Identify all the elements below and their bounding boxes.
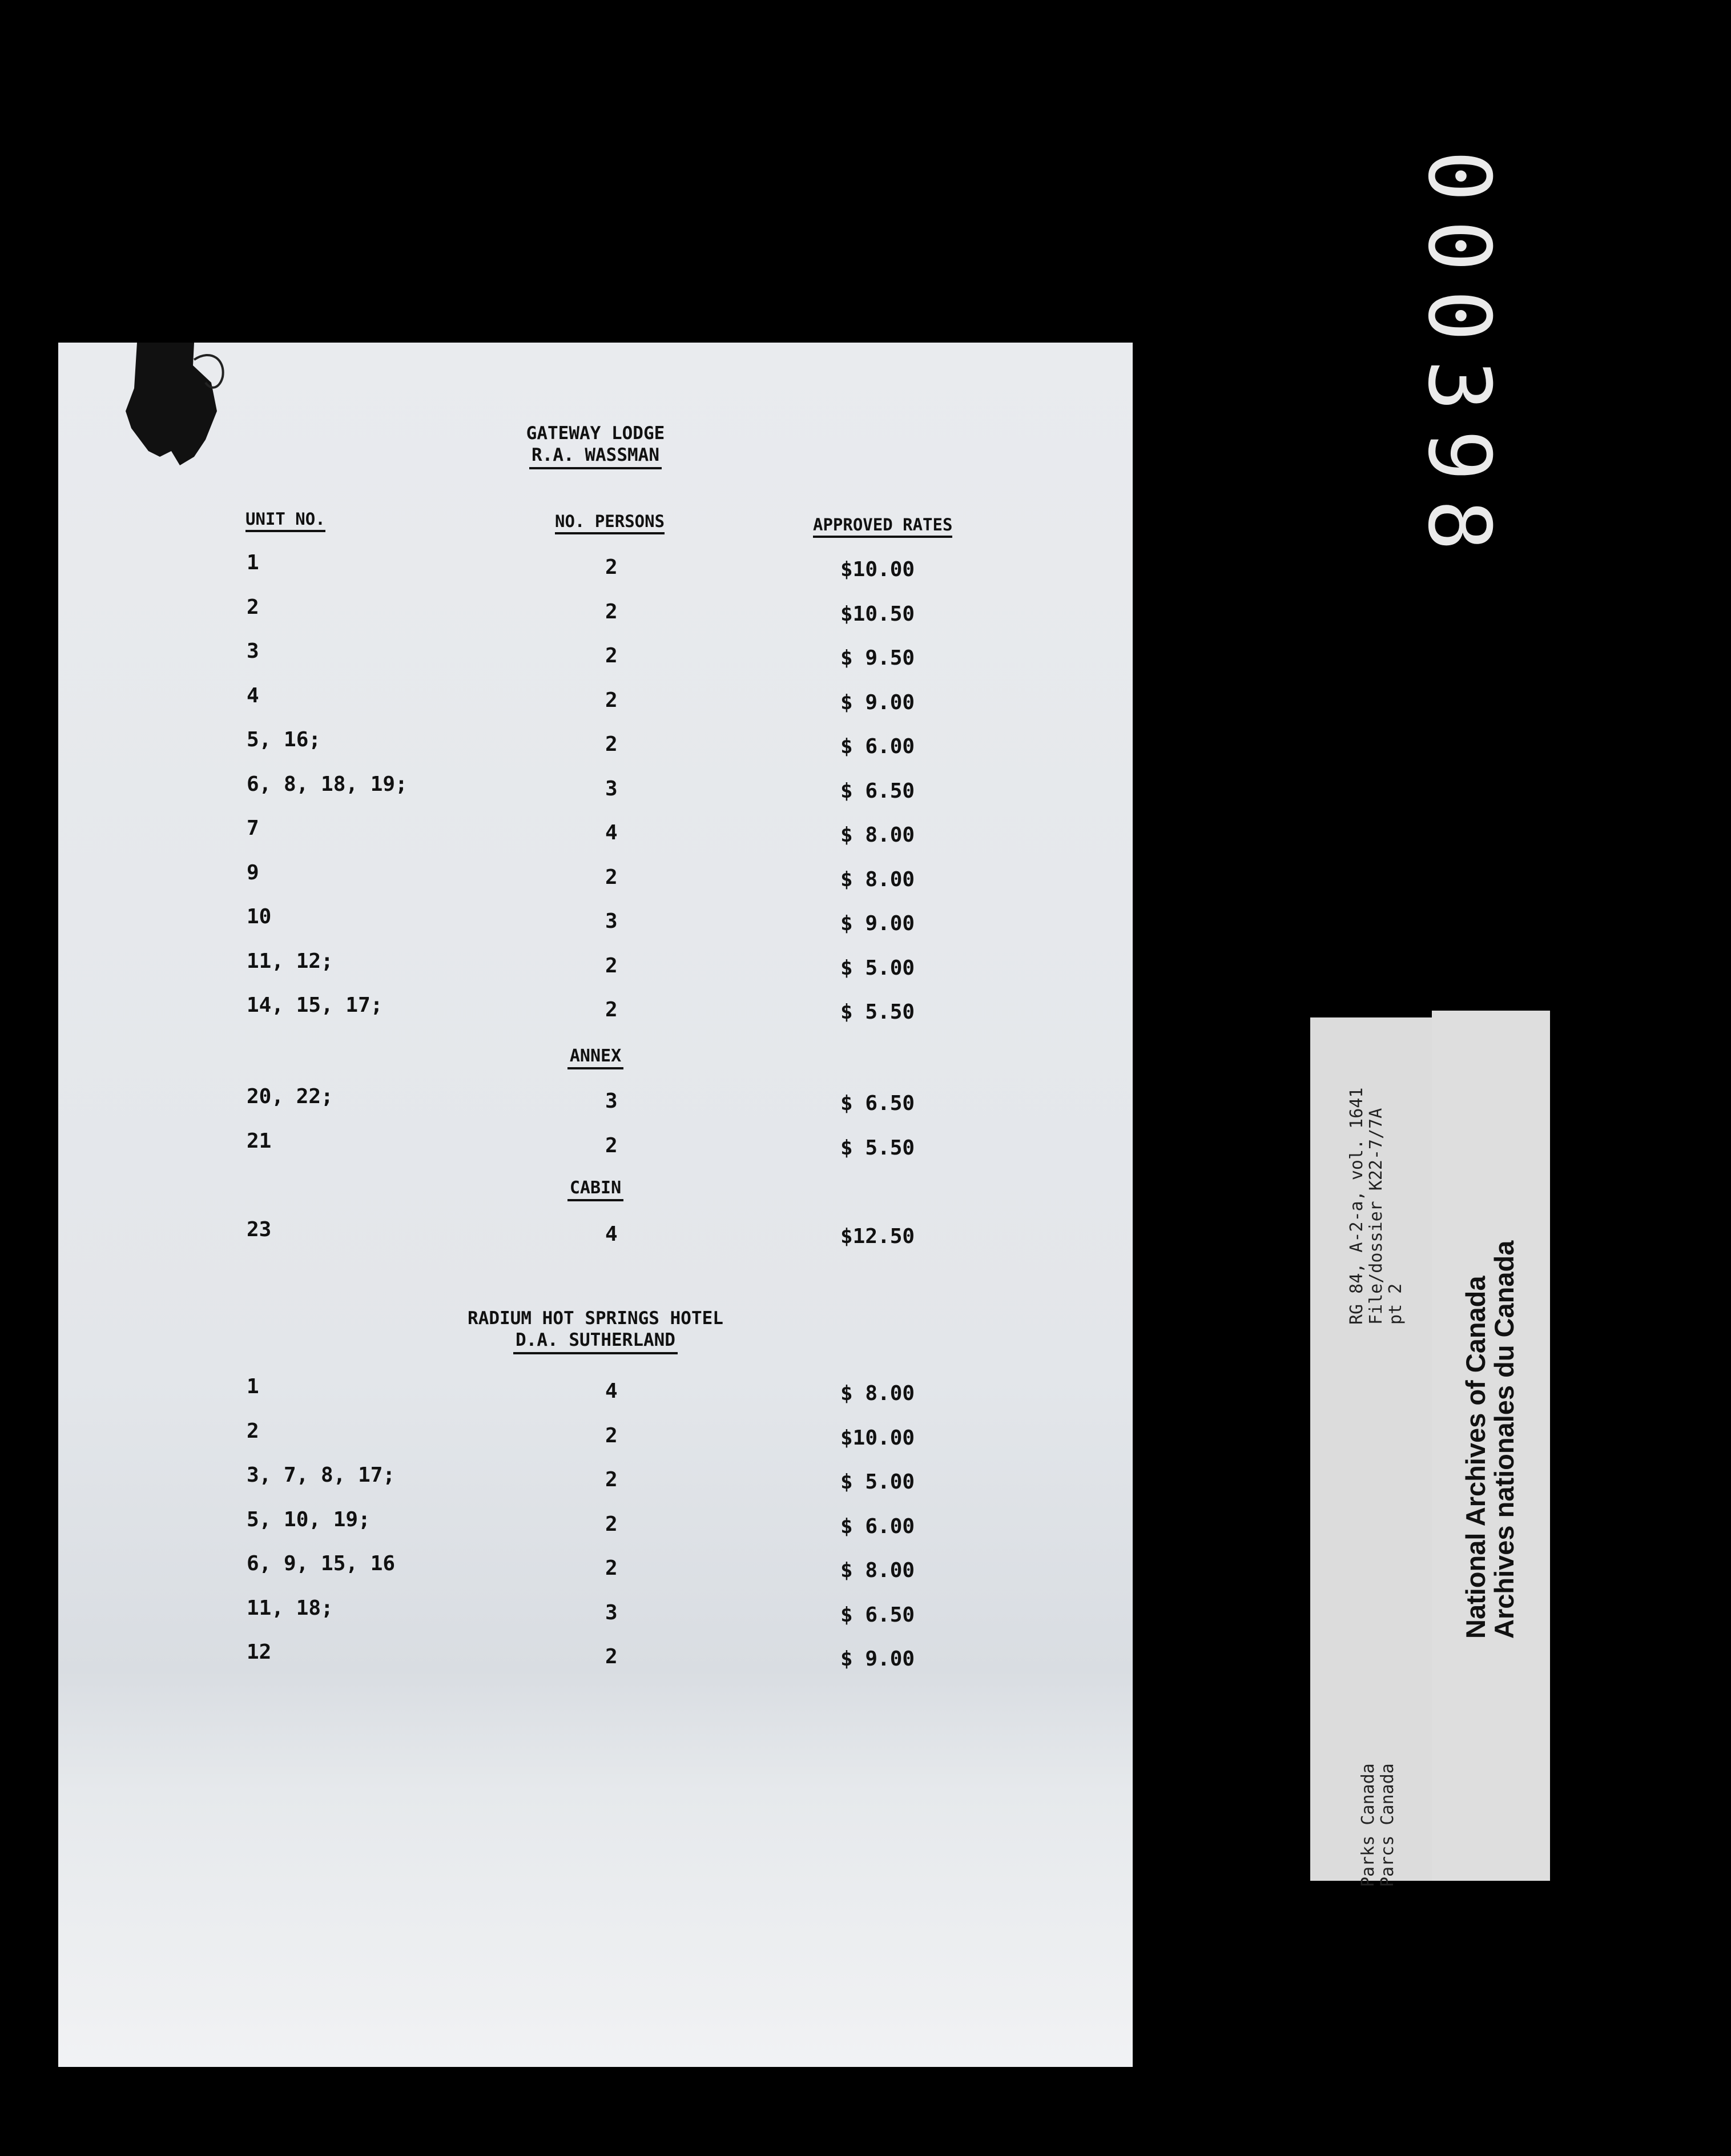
hotel-owner: D.A. SUTHERLAND xyxy=(513,1329,678,1354)
lodge-owner: R.A. WASSMAN xyxy=(529,444,662,469)
cell-unit: 2 xyxy=(247,1419,259,1443)
table-row xyxy=(58,950,1133,984)
cell-unit: 11, 18; xyxy=(247,1596,333,1620)
cell-unit: 2 xyxy=(247,595,259,619)
table-row xyxy=(58,728,1133,762)
cell-persons: 2 xyxy=(605,644,618,667)
table-row xyxy=(58,551,1133,585)
hotel-heading xyxy=(58,1308,1133,1354)
cell-unit: 1 xyxy=(247,551,259,574)
cell-persons: 2 xyxy=(605,1423,618,1447)
table-row xyxy=(58,1463,1133,1498)
table-row xyxy=(58,773,1133,807)
cell-persons: 2 xyxy=(605,600,618,624)
cell-persons: 2 xyxy=(605,1645,618,1668)
cell-persons: 2 xyxy=(605,688,618,712)
table-row xyxy=(58,1129,1133,1164)
table-row xyxy=(58,1640,1133,1675)
cell-rate: $10.50 xyxy=(840,602,915,626)
cell-rate: $ 9.00 xyxy=(840,690,915,714)
cell-unit: 23 xyxy=(247,1218,272,1241)
cabin-title: CABIN xyxy=(567,1178,623,1201)
table-row xyxy=(58,1552,1133,1586)
reference-line: pt 2 xyxy=(1386,1283,1406,1325)
cell-unit: 3 xyxy=(247,639,259,663)
cell-rate: $ 5.00 xyxy=(840,1470,915,1494)
table-row xyxy=(58,993,1133,1028)
cell-unit: 9 xyxy=(247,860,259,884)
cell-persons: 2 xyxy=(605,865,618,889)
document-sheet xyxy=(58,343,1133,2067)
archive-reference-text xyxy=(1347,1088,1406,1325)
cell-unit: 5, 10, 19; xyxy=(247,1507,371,1531)
table-row xyxy=(58,1596,1133,1631)
cell-rate: $12.50 xyxy=(840,1225,915,1248)
cell-unit: 20, 22; xyxy=(247,1085,333,1108)
column-header-unit: UNIT NO. xyxy=(245,509,325,532)
institution-line: Archives nationales du Canada xyxy=(1489,1240,1519,1639)
table-row xyxy=(58,1375,1133,1409)
institution-line: National Archives of Canada xyxy=(1460,1276,1491,1639)
table-row xyxy=(58,1218,1133,1252)
hotel-title: RADIUM HOT SPRINGS HOTEL xyxy=(468,1308,723,1329)
cell-rate: $ 8.00 xyxy=(840,823,915,847)
cell-rate: $ 9.00 xyxy=(840,912,915,935)
cell-rate: $ 5.50 xyxy=(840,1000,915,1024)
cell-unit: 5, 16; xyxy=(247,728,321,751)
table-row xyxy=(58,905,1133,939)
cell-unit: 21 xyxy=(247,1129,272,1153)
table-row xyxy=(58,639,1133,674)
cell-persons: 2 xyxy=(605,1133,618,1157)
cell-rate: $ 6.50 xyxy=(840,1603,915,1627)
cell-persons: 2 xyxy=(605,1468,618,1491)
table-row xyxy=(58,1419,1133,1454)
cell-persons: 2 xyxy=(605,954,618,978)
cell-rate: $ 6.50 xyxy=(840,779,915,803)
cell-unit: 12 xyxy=(247,1640,272,1664)
cell-persons: 3 xyxy=(605,1600,618,1624)
cell-rate: $ 6.50 xyxy=(840,1092,915,1115)
cell-unit: 14, 15, 17; xyxy=(247,993,383,1017)
cell-rate: $10.00 xyxy=(840,1426,915,1450)
department-line: Parcs Canada xyxy=(1378,1763,1398,1887)
table-row xyxy=(58,596,1133,630)
table-row xyxy=(58,1508,1133,1542)
table-row xyxy=(58,1085,1133,1119)
cell-persons: 4 xyxy=(605,1222,618,1246)
cell-persons: 2 xyxy=(605,1556,618,1580)
cell-rate: $ 6.00 xyxy=(840,735,915,758)
column-header-persons: NO. PERSONS xyxy=(555,512,665,534)
cell-persons: 2 xyxy=(605,1512,618,1536)
annex-heading xyxy=(58,1046,1133,1069)
cell-rate: $ 5.00 xyxy=(840,956,915,980)
cell-unit: 4 xyxy=(247,683,259,707)
department-line: Parks Canada xyxy=(1358,1763,1378,1887)
cell-rate: $ 9.00 xyxy=(840,1647,915,1671)
reel-number: 000398 xyxy=(1409,150,1508,569)
cell-unit: 3, 7, 8, 17; xyxy=(247,1463,396,1487)
cell-persons: 2 xyxy=(605,733,618,756)
cell-persons: 3 xyxy=(605,1089,618,1113)
cell-unit: 6, 8, 18, 19; xyxy=(247,772,408,796)
institution-name xyxy=(1462,1241,1519,1639)
cell-persons: 4 xyxy=(605,821,618,844)
lodge-heading xyxy=(58,423,1133,469)
cell-rate: $ 9.50 xyxy=(840,646,915,670)
lodge-title: GATEWAY LODGE xyxy=(526,423,665,444)
cell-persons: 4 xyxy=(605,1379,618,1403)
cell-unit: 10 xyxy=(247,905,272,928)
cell-unit: 1 xyxy=(247,1375,259,1398)
department-text xyxy=(1359,1763,1398,1887)
cell-rate: $ 5.50 xyxy=(840,1136,915,1160)
cell-persons: 2 xyxy=(605,998,618,1021)
cell-unit: 7 xyxy=(247,816,259,840)
column-header-rates: APPROVED RATES xyxy=(813,515,952,538)
cell-rate: $ 8.00 xyxy=(840,867,915,891)
cell-rate: $10.00 xyxy=(840,558,915,581)
cabin-heading xyxy=(58,1178,1133,1201)
cell-unit: 11, 12; xyxy=(247,949,333,973)
reference-line: RG 84, A-2-a, vol. 1641 xyxy=(1347,1087,1367,1325)
table-row xyxy=(58,816,1133,851)
table-row xyxy=(58,861,1133,895)
cell-persons: 2 xyxy=(605,556,618,579)
table-row xyxy=(58,684,1133,718)
cell-rate: $ 8.00 xyxy=(840,1382,915,1405)
cell-persons: 3 xyxy=(605,777,618,801)
reference-line: File/dossier K22-7/7A xyxy=(1366,1108,1386,1325)
cell-rate: $ 6.00 xyxy=(840,1514,915,1538)
cell-persons: 3 xyxy=(605,910,618,933)
cell-rate: $ 8.00 xyxy=(840,1559,915,1582)
cell-unit: 6, 9, 15, 16 xyxy=(247,1552,396,1575)
annex-title: ANNEX xyxy=(567,1046,623,1069)
